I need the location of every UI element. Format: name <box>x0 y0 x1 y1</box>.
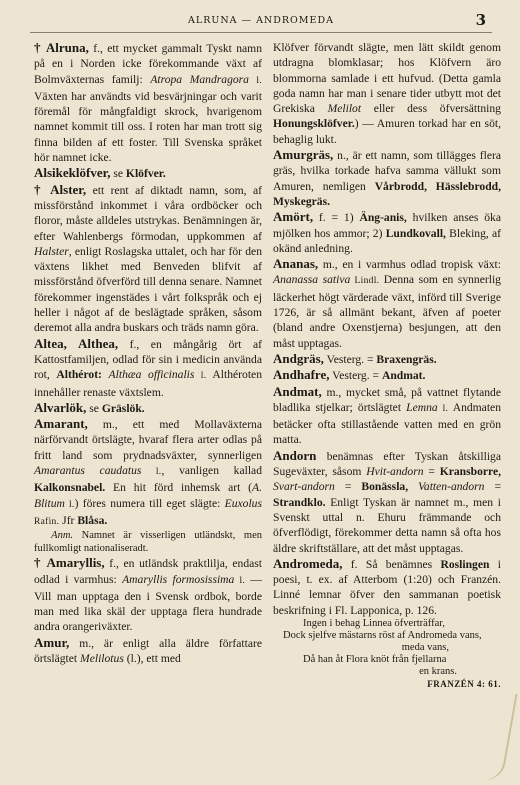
headword: † Alster, <box>34 181 87 197</box>
entry-text: n., är ett namn, som tillägges flera gräs, hvilka torkade hafva samma vällukt som Amuren, nemligen <box>273 149 501 193</box>
author-abbrev: l. <box>64 499 75 510</box>
bold-term: Kransborre, <box>439 465 501 479</box>
bold-term: Strandklo. <box>273 495 326 509</box>
equals: = <box>423 465 440 479</box>
headword: † Alruna, <box>34 40 89 55</box>
headword: Andgräs, <box>273 350 324 366</box>
entry-text: hvilken anses öka mjölken hos ammor; 2) <box>273 211 501 240</box>
equals: = <box>484 480 501 494</box>
cross-reference: Gräslök. <box>101 401 145 415</box>
note-text: Namnet är visserligen utländskt, men fullkomligt nationaliseradt. <box>34 530 262 554</box>
bold-term: Kalkonsnabel. <box>34 481 106 495</box>
latin-name: Melilotus <box>80 651 124 665</box>
right-column <box>273 40 501 690</box>
entry-amort <box>273 209 501 256</box>
entry-amur-continued <box>273 40 501 147</box>
author-abbrev: l. <box>194 371 207 382</box>
entry-text: — Vill man upptaga den i Svensk ordbok, borde man med lika skäl der upptaga flera hundrade andra orangeriväxter. <box>34 572 262 634</box>
headword: † Amaryllis, <box>34 555 105 571</box>
entry-text: Denna som en synnerlig läckerhet högt värderade växt, införd till Sverige 1726, är så allmänt bekant, äfven af poeter (bland andre Oxenstjerna) besjungen, att den måst upptagas. <box>273 273 501 350</box>
author-abbrev: l. <box>141 467 162 478</box>
entry-andorn <box>273 448 501 556</box>
author-abbrev: l. <box>248 75 262 86</box>
author-abbrev: Rafin. <box>34 516 60 527</box>
entry-text: m., en i varmhus odlad tropisk växt: <box>318 258 501 272</box>
poem-quote <box>273 618 501 690</box>
headword: Andromeda, <box>273 555 343 571</box>
entry-text: Andmaten betäcker ofta stillastående vatten med en grön matta. <box>273 400 501 447</box>
cross-reference: Blåsa. <box>77 513 108 527</box>
headword: Amur, <box>34 634 70 650</box>
entry-alster <box>34 182 262 336</box>
space <box>102 368 109 381</box>
italic-term: Hvit-andorn <box>366 465 424 479</box>
entry-text: , vanligen kallad <box>161 464 262 478</box>
poem-line: Då han åt Flora knöt från fjellarna <box>303 653 447 665</box>
entry-text: Bleking, af okänd anledning. <box>273 226 501 255</box>
latin-name: Althæa officinalis <box>108 368 195 382</box>
entry-alvarlok <box>34 400 262 416</box>
entry-text: , enligt Roslagska uttalet, och har för den växtens likhet med Benveden blifvit af missförstånd öfverförd till denna senare. Namnet förekommer ingenstädes i vårt folkspråk och ej heller i något af de beslägtade språken, såsom deremot alla andra buskars och träds namn göra. <box>34 244 262 335</box>
entry-text: f., en utländsk praktlilja, endast odlad i varmhus: <box>34 557 263 586</box>
author-abbrev: Lindl. <box>350 276 380 287</box>
entry-alsikeklofver <box>34 165 262 181</box>
entry-text: Vesterg. = <box>323 352 377 366</box>
latin-name: Euxolus <box>224 496 262 510</box>
entry-text: m., mycket små, på vattnet flytande bladlika stjelkar; örtslägtet <box>273 385 501 414</box>
entry-text: Enligt Tyskan är namnet m., men i Svenskt uttal n. Ehuru främmande och öfverflödigt, förekommer detta namn så ofta hos äldre skriftställare, att det måst upptagas. <box>273 495 501 555</box>
entry-amur <box>34 635 262 667</box>
bold-term: Honungsklöfver. <box>273 117 355 131</box>
latin-name: Atropa Mandragora <box>150 72 249 86</box>
cross-reference: Braxengräs. <box>376 352 437 366</box>
headword: Andmat, <box>273 383 322 399</box>
running-head: ALRUNA — ANDROMEDA <box>188 15 334 26</box>
entry-text: (l.), ett med <box>123 651 181 665</box>
latin-name: Ananassa sativa <box>273 273 351 287</box>
entry-ananas <box>273 256 501 351</box>
latin-name: Lemna <box>406 400 438 414</box>
headword: Alvarlök, <box>34 399 87 415</box>
entry-altea <box>34 336 262 400</box>
headword: Andhafre, <box>273 367 330 383</box>
author-abbrev: l. <box>234 575 246 586</box>
entry-text: ) — Amuren torkad har en söt, behaglig lukt. <box>273 117 501 146</box>
entry-text: Klöfver förvandt slägte, men lätt skildt genom utdragna blomklasar; hos Klöfvern äro blommorna samlade i ett hufvud. (Detta gamla goda namn har man i senare tider utbytt mot det Grekiska <box>273 41 501 116</box>
headword: Ananas, <box>273 256 319 272</box>
bold-term: Bonässla, <box>361 480 409 494</box>
headword: Amurgräs, <box>273 147 334 163</box>
entry-text: f. Så benämnes <box>342 557 441 571</box>
cross-reference: Klöfver. <box>125 167 166 181</box>
entry-text: se <box>110 167 126 181</box>
entry-text: ett rent af diktadt namn, som, af missförstånd inkommet i våra ordböcker och floror, måste alldeles utstrykas. Benämningen är, efter Wahlenbergs förmodan, uppkommen af <box>34 183 262 243</box>
poem-line: Dock sjelfve mästarns röst af Andromeda vans, <box>283 629 482 641</box>
page-smudge <box>474 689 517 782</box>
entry-andgras <box>273 351 501 367</box>
italic-term: Halster <box>34 244 69 258</box>
cross-reference: Andmat. <box>381 369 426 383</box>
entry-text: m., är enligt alla äldre författare örtslägtet <box>34 636 262 665</box>
entry-text: f., en mångårig ört af Kattostfamiljen, odlad för sin i medicin använda rot, <box>34 337 262 382</box>
entry-andromeda <box>273 556 501 618</box>
poem-line: meda vans, <box>401 641 449 653</box>
poem-line: en krans. <box>419 665 457 677</box>
entry-amarant <box>34 416 262 530</box>
latin-name: A. Blitum <box>34 481 262 510</box>
entry-text: f. = 1) <box>313 211 360 225</box>
bold-term: Äng-anis, <box>359 211 407 225</box>
bold-term: Vårbrodd, Hässlebrodd, Myskegräs. <box>273 179 501 208</box>
latin-name: Amaryllis formosissima <box>122 572 235 586</box>
poem-signature: FRANZÉN 4: 61. <box>427 678 501 689</box>
latin-name: Amarantus caudatus <box>34 464 142 478</box>
equals: = <box>334 480 362 494</box>
entry-alruna <box>34 40 262 165</box>
bold-term: Althérot: <box>56 368 102 382</box>
left-column <box>34 40 262 666</box>
entry-amaryllis <box>34 555 262 634</box>
entry-text: se <box>86 401 102 415</box>
entry-text: f., ett mycket gammalt Tyskt namn på en i Norden icke förekommande växt af Bolmväxternas familj: <box>34 42 262 86</box>
headword: Amört, <box>273 209 314 225</box>
headword: Amarant, <box>34 416 88 432</box>
bold-term: Lundkovall, <box>385 226 446 240</box>
italic-term: Melilot <box>327 102 362 116</box>
headword: Alsikeklöfver, <box>34 165 111 181</box>
entry-text: benämnas efter Tyskan åtskilliga Sugeväxter, såsom <box>273 449 501 479</box>
note <box>34 530 262 555</box>
headword: Andorn <box>273 447 317 463</box>
page-number: 3 <box>475 11 486 29</box>
italic-term: Svart-andorn <box>273 480 335 494</box>
entry-text: Växten har användts vid besvärjningar och varit föremål för mångfaldigt skrock, hvarigenom namnet kommit till oss. I roten har man trott sig finna bilden af ett foster. Till Svenska språket hör namnet icke. <box>34 89 262 165</box>
italic-term: Vatten-andorn <box>418 480 485 494</box>
bold-term: Roslingen <box>440 557 490 571</box>
entry-amurgras <box>273 147 501 209</box>
poem-line: Ingen i behag Linnea öfverträffar, <box>303 617 445 629</box>
entry-text: ) föres numera till eget slägte: <box>74 496 225 510</box>
space <box>408 480 418 493</box>
entry-andmat <box>273 384 501 448</box>
entry-text: i poesi, t. ex. af Atterbom (1:20) och Franzén. Linné lemnar öfver den sammanan poetisk beskrifning i Fl. Lapponica, p. 126. <box>273 557 501 617</box>
author-abbrev: l. <box>437 403 449 414</box>
entry-text: En hit förd inhemsk art ( <box>105 481 253 495</box>
note-label: Anm. <box>51 530 74 542</box>
entry-text: eller dess öfversättning <box>361 102 501 116</box>
headword: Altea, Althea, <box>34 335 119 351</box>
entry-andhafre <box>273 367 501 383</box>
entry-text: Althéroten innehåller renaste växtslem. <box>34 368 262 399</box>
entry-text: m., ett med Mollaväxterna närförvandt örtslägte, hvaraf flera arter odlas på fritt land som prydnadsväxter, synnerligen <box>34 418 262 462</box>
entry-text: Vesterg. = <box>329 369 382 383</box>
page-header <box>30 10 492 33</box>
entry-text: Jfr <box>59 513 78 527</box>
